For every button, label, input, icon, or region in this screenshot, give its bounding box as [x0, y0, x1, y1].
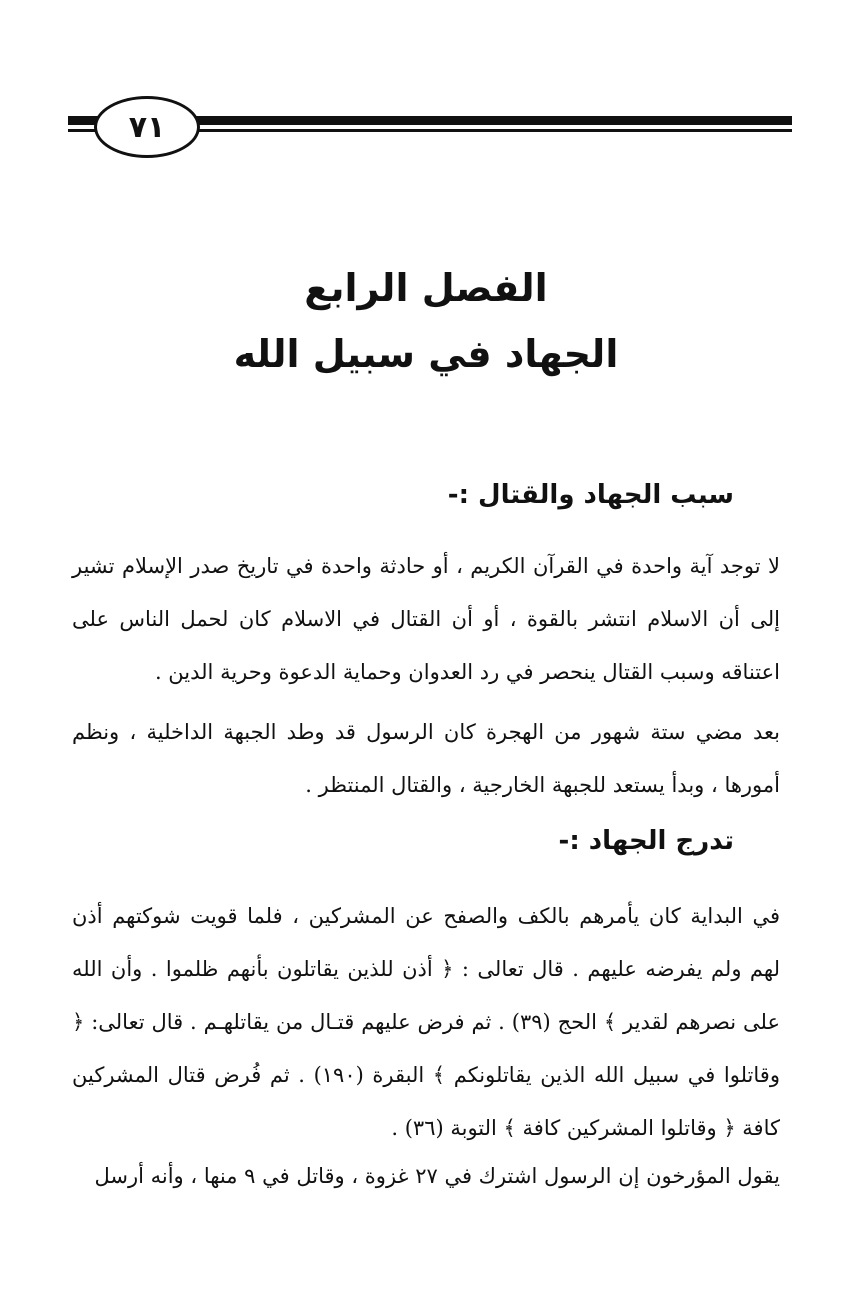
page-number: ٧١ — [94, 96, 200, 158]
section-heading: سبب الجهاد والقتال :- — [447, 480, 734, 510]
page-header — [68, 96, 792, 162]
section-heading: تدرج الجهاد :- — [558, 826, 734, 856]
paragraph — [72, 540, 780, 699]
paragraph-text: في البداية كان يأمرهم بالكف والصفح عن المشركين ، فلما قويت شوكتهم أذن لهم ولم يفرضه عليهم . قال تعالى : ﴿ أذن للذين يقاتلون بأنهم ظلموا . وأن الله على نصرهم لقدير ﴾ الحج (٣٩) . ثم فرض عليهم قتـال من يقاتلهـم . قال تعالى: ﴿ وقاتلوا في سبيل الله الذين يقاتلونكم ﴾ البقرة (١٩٠) . ثم فُرض قتال المشركين كافة ﴿ وقاتلوا المشركين كافة ﴾ التوبة (٣٦) . — [72, 904, 780, 1140]
paragraph — [72, 890, 780, 1155]
paragraph-text: بعد مضي ستة شهور من الهجرة كان الرسول قد وطد الجبهة الداخلية ، ونظم أمورها ، وبدأ يستعد للجبهة الخارجية ، والقتال المنتظر . — [72, 720, 780, 797]
paragraph-text: لا توجد آية واحدة في القرآن الكريم ، أو حادثة واحدة في تاريخ صدر الإسلام تشير إلى أن الاسلام انتشر بالقوة ، أو أن القتال في الاسلام كان لحمل الناس على اعتناقه وسبب القتال ينحصر في رد العدوان وحماية الدعوة وحرية الدين . — [72, 554, 780, 684]
paragraph-text: يقول المؤرخون إن الرسول اشترك في ٢٧ غزوة ، وقاتل في ٩ منها ، وأنه أرسل — [94, 1164, 780, 1188]
paragraph — [72, 706, 780, 812]
chapter-title: الفصل الرابع — [304, 266, 548, 310]
paragraph — [72, 1150, 780, 1203]
chapter-subtitle: الجهاد في سبيل الله — [233, 332, 619, 376]
